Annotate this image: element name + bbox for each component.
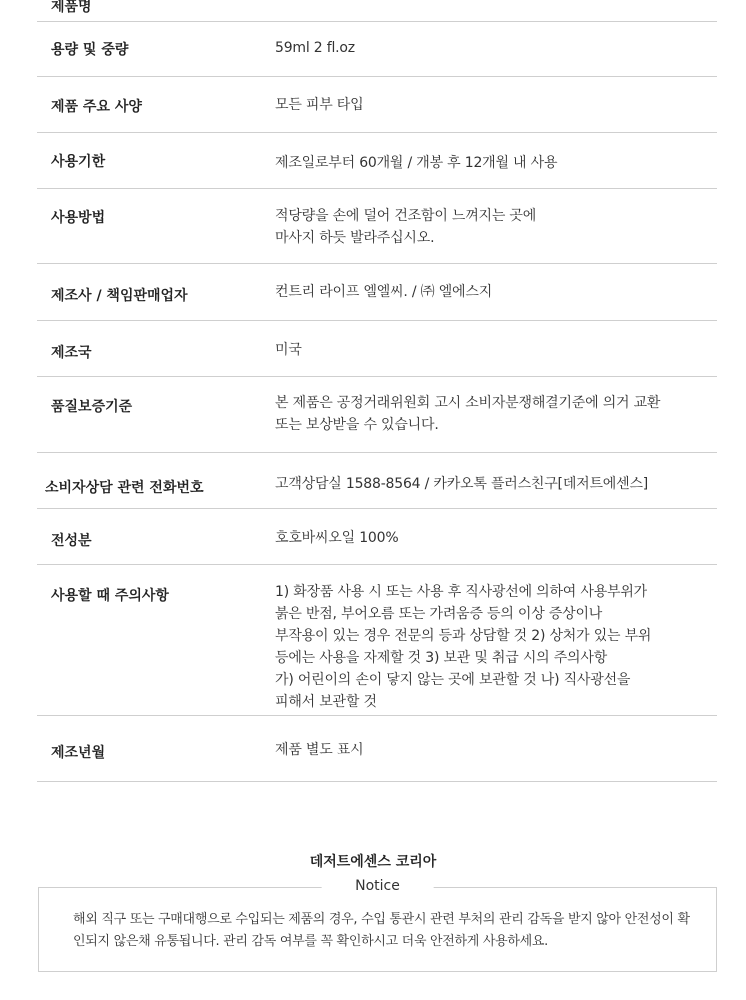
notice-text: 해외 직구 또는 구매대행으로 수입되는 제품의 경우, 수입 통관시 관련 부처의 관리 감독을 받지 않아 안전성이 확인되지 않은채 유통됩니다. 관리 감독 여부를 꼭 확인하시고 더욱 안전하게 사용하세요. xyxy=(73,912,690,949)
spec-label: 제조국 xyxy=(51,345,92,361)
spec-label: 제조년월 xyxy=(51,745,106,761)
spec-value: 고객상담실 1588-8564 / 카카오톡 플러스친구[데저트에센스] xyxy=(275,476,649,492)
spec-label: 품질보증기준 xyxy=(51,399,133,415)
spec-value: 본 제품은 공정거래위원회 고시 소비자분쟁해결기준에 의거 교환 또는 보상받을 수 있습니다. xyxy=(275,395,661,433)
spec-value: 호호바씨오일 100% xyxy=(275,530,399,546)
spec-row xyxy=(37,189,717,264)
spec-value: 1) 화장품 사용 시 또는 사용 후 직사광선에 의하여 사용부위가 붉은 반점, 부어오름 또는 가려움증 등의 이상 증상이나 부작용이 있는 경우 전문의 등과 상담할 것 2) 상처가 있는 부위 등에는 사용을 자제할 것 3) 보관 및 취급 시의 주의사항 가) 어린이의 손이 닿지 않는 곳에 보관할 것 나) 직사광선을 피해서 보관할 것 xyxy=(275,584,652,710)
spec-row xyxy=(37,22,717,77)
spec-label: 사용할 때 주의사항 xyxy=(51,588,169,604)
spec-value xyxy=(275,0,717,21)
spec-row xyxy=(37,264,717,321)
spec-value: 제품 별도 표시 xyxy=(275,742,364,758)
spec-label: 제품명 xyxy=(51,0,92,15)
spec-label: 전성분 xyxy=(51,533,92,549)
spec-value: 모든 피부 타입 xyxy=(275,97,364,113)
spec-value: 제조일로부터 60개월 / 개봉 후 12개월 내 사용 xyxy=(275,155,558,171)
spec-row xyxy=(37,453,717,509)
spec-value: 미국 xyxy=(275,342,302,358)
spec-value: 적당량을 손에 덜어 건조함이 느껴지는 곳에 마사지 하듯 발라주십시오. xyxy=(275,208,537,246)
notice-label: Notice xyxy=(321,878,434,894)
spec-label: 용량 및 중량 xyxy=(51,42,129,58)
brand-title: 데저트에센스 코리아 xyxy=(309,854,437,870)
spec-label: 제조사 / 책임판매업자 xyxy=(51,288,188,304)
spec-label: 사용기한 xyxy=(51,154,106,170)
spec-row xyxy=(37,133,717,189)
spec-value: 컨트리 라이프 엘엘씨. / ㈜ 엘에스지 xyxy=(275,284,493,300)
product-info-table xyxy=(37,0,717,782)
spec-label: 소비자상담 관련 전화번호 xyxy=(45,480,204,496)
notice-box xyxy=(38,878,717,972)
spec-label: 사용방법 xyxy=(51,210,106,226)
spec-row xyxy=(37,321,717,377)
spec-row xyxy=(37,716,717,782)
spec-label: 제품 주요 사양 xyxy=(51,99,142,115)
spec-row xyxy=(37,565,717,716)
spec-value: 59ml 2 fl.oz xyxy=(275,40,355,56)
spec-row xyxy=(37,377,717,453)
spec-row xyxy=(37,509,717,565)
spec-row xyxy=(37,77,717,133)
spec-row xyxy=(37,0,717,22)
